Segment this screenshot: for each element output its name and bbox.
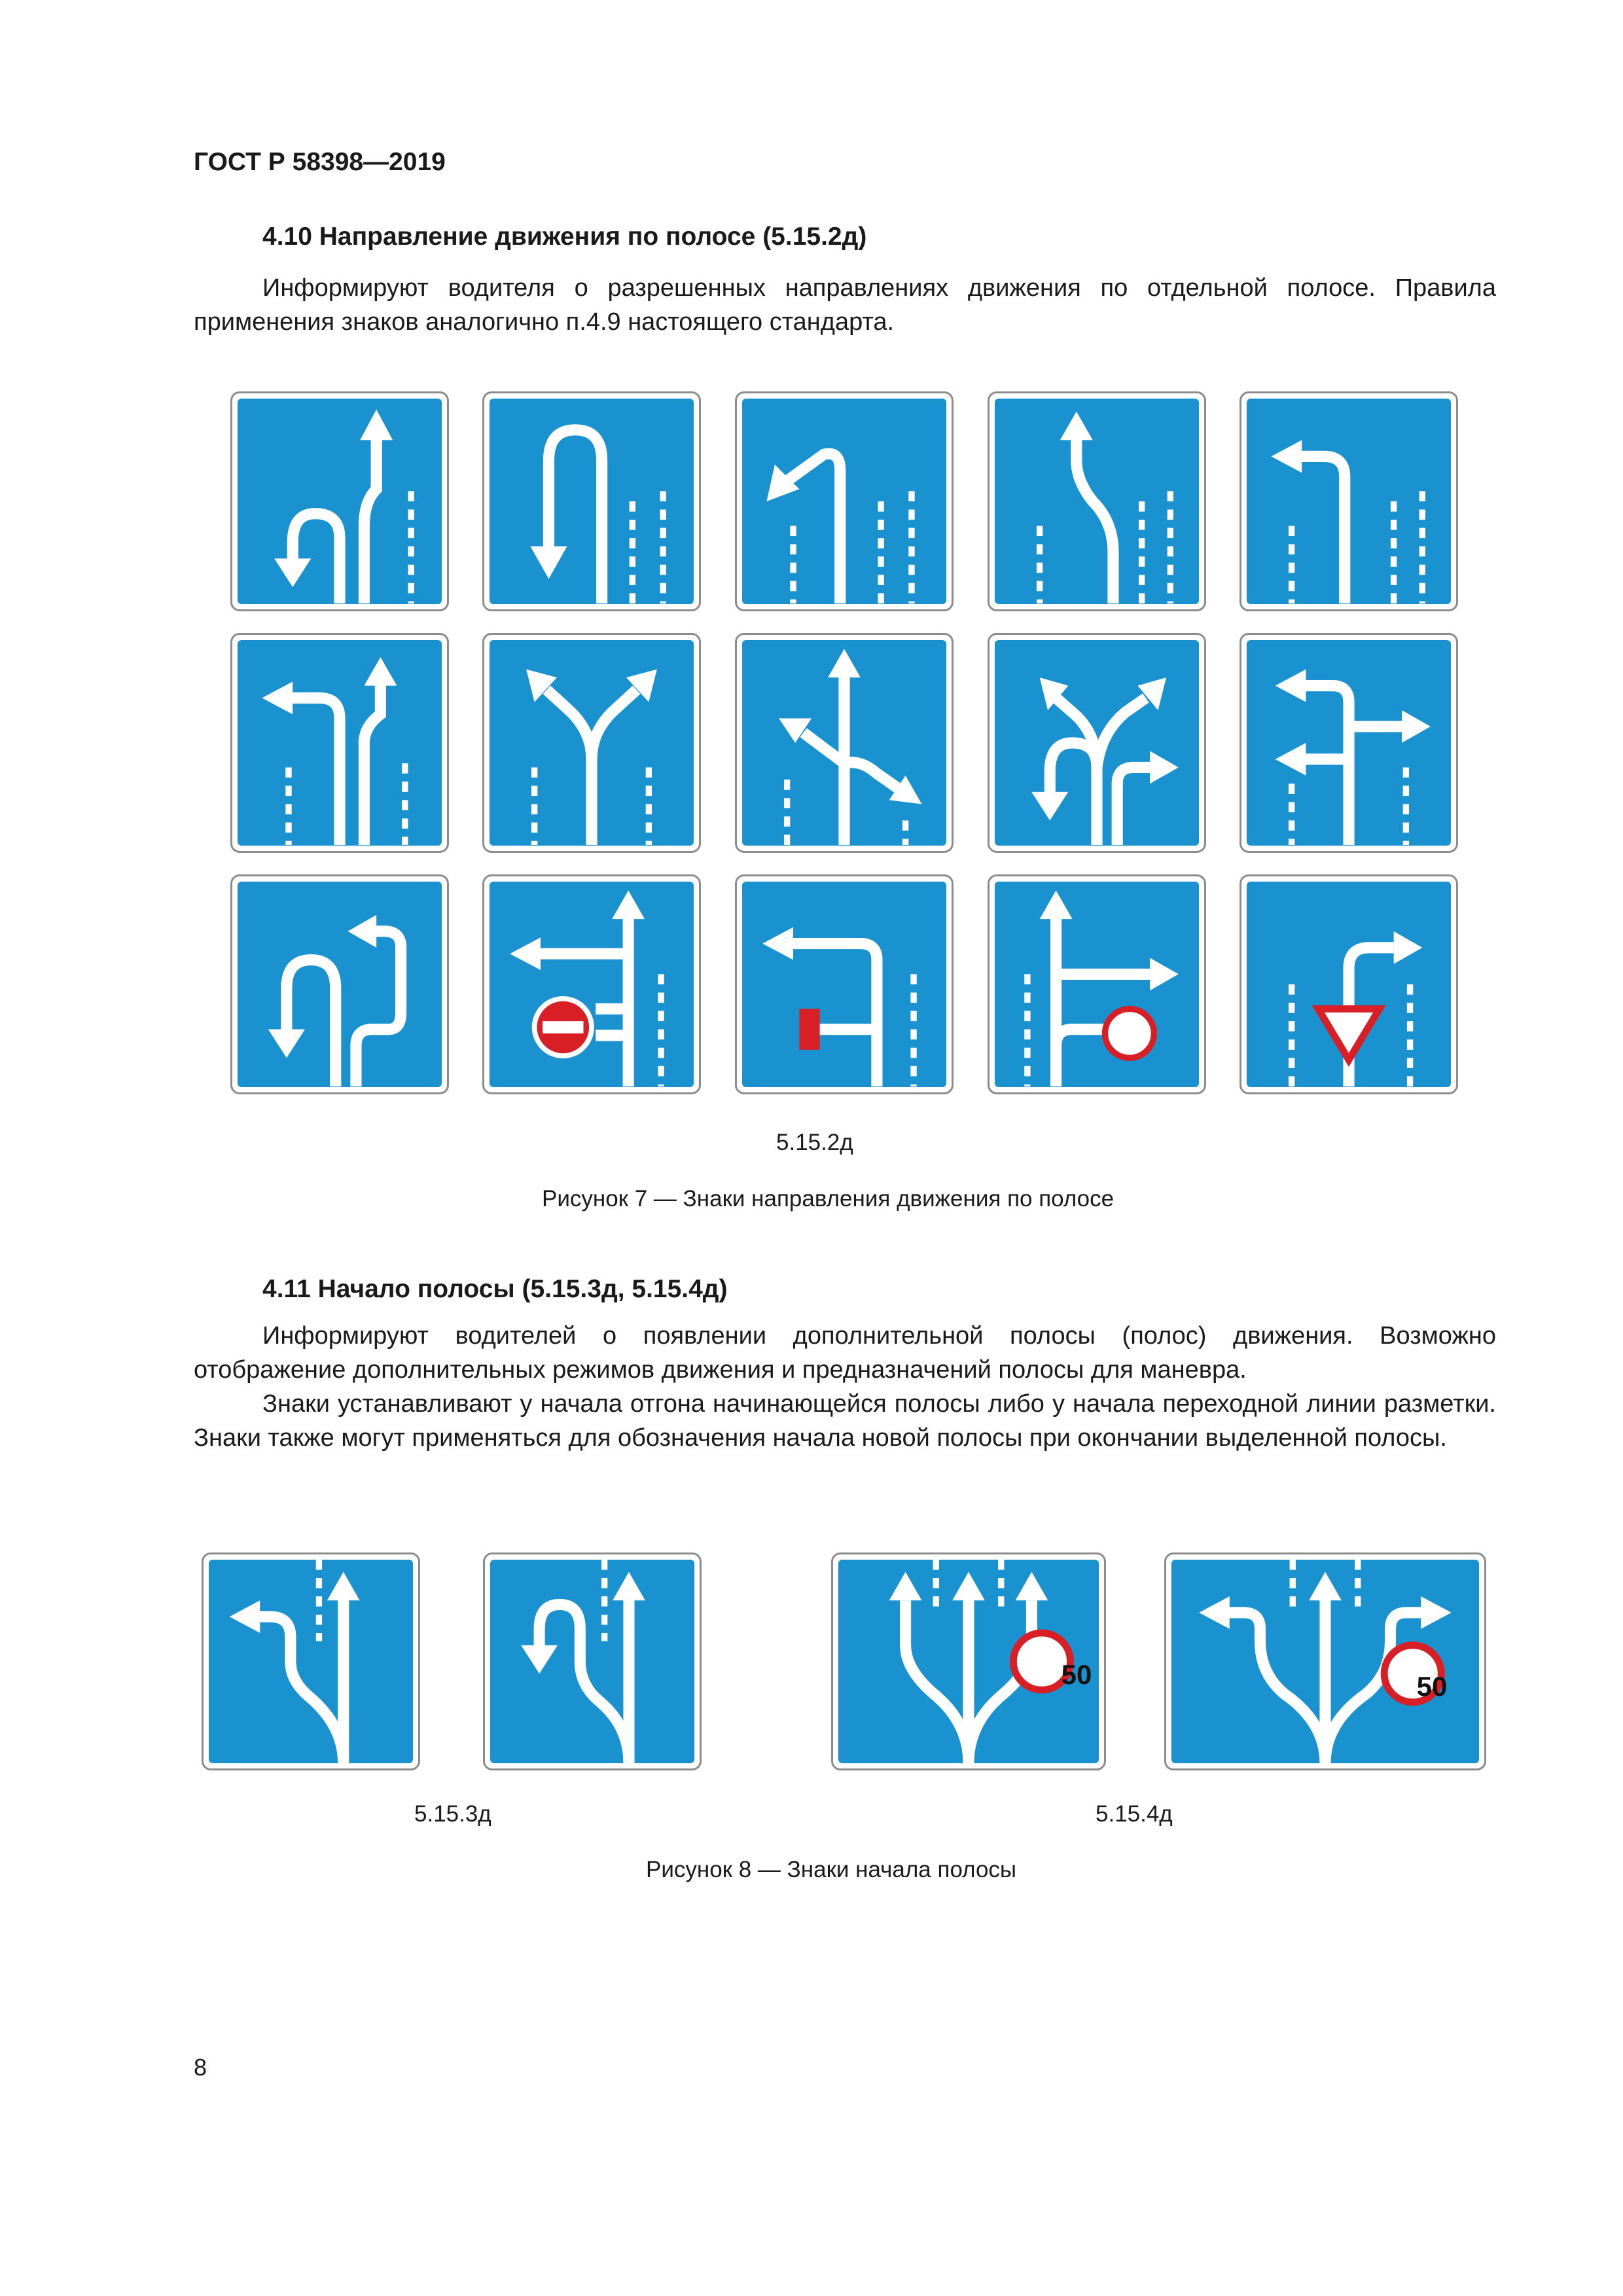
lane-sign-left-turn <box>1240 391 1458 611</box>
lane-sign-no-entry-branch <box>482 874 701 1094</box>
figure-8-caption: Рисунок 8 — Знаки начала полосы <box>646 1857 1017 1882</box>
figure-8-sign-code-a: 5.15.3д <box>414 1801 491 1827</box>
left-straight-arrow-icon <box>238 640 442 846</box>
lane-start-sign-speed-limit-right <box>831 1552 1106 1770</box>
uturn-multi-arrow-icon <box>995 640 1199 846</box>
lane-sign-left-turn-diagonal <box>735 391 954 611</box>
section-4-11-paragraph-2: Знаки устанавливают у начала отгона начинающейся полосы либо у начала переходной линии разметки. Знаки также могут применяться для обозначения начала новой полосы при окончании выделенной полосы. <box>194 1390 1496 1452</box>
lane-sign-uturn-straight <box>230 391 449 611</box>
lane-sign-left-right-double <box>1240 633 1458 853</box>
lane-start-sign-speed-limit-left-right <box>1164 1552 1486 1770</box>
lane-sign-shift-left <box>988 391 1206 611</box>
three-way-arrow-icon <box>742 640 946 846</box>
uturn-arrow-icon <box>490 399 694 604</box>
lane-sign-uturn-multi <box>988 633 1206 853</box>
figure-7-caption: Рисунок 7 — Знаки направления движения по полосе <box>542 1186 1115 1211</box>
section-heading-4-11: 4.11 Начало полосы (5.15.3д, 5.15.4д) <box>262 1275 728 1303</box>
section-heading-4-10: 4.10 Направление движения по полосе (5.15.2д) <box>262 223 867 251</box>
yield-right-icon <box>1247 882 1451 1087</box>
left-right-arrow-icon <box>1247 640 1451 846</box>
lane-sign-dead-end-left <box>735 874 954 1094</box>
lane-sign-prohibited-right <box>988 874 1206 1094</box>
figure-8-sign-code-b: 5.15.4д <box>1096 1801 1173 1827</box>
left-turn-arrow-icon <box>1247 399 1451 604</box>
standard-code: ГОСТ Р 58398—2019 <box>194 148 446 176</box>
lane-start-left-icon <box>209 1560 413 1763</box>
lane-sign-three-way-diagonal <box>735 633 954 853</box>
lane-start-speed-left-right-icon <box>1171 1560 1479 1763</box>
lane-sign-fork-left-right <box>482 633 701 853</box>
lane-sign-left-and-straight <box>230 633 449 853</box>
page-number: 8 <box>194 2054 207 2081</box>
speed-limit-value: 50 <box>1061 1659 1092 1690</box>
lane-sign-yield-right <box>1240 874 1458 1094</box>
left-diagonal-arrow-icon <box>742 399 946 604</box>
yield-icon <box>1318 1009 1380 1060</box>
lane-start-uturn-icon <box>490 1560 694 1763</box>
section-4-11-paragraph-1: Информируют водителей о появлении дополнительной полосы (полос) движения. Возможно отображение дополнительных режимов движения и предназначений полосы для маневра. <box>194 1322 1496 1384</box>
no-entry-branch-icon <box>490 882 694 1087</box>
lane-sign-uturn-and-detour <box>230 874 449 1094</box>
uturn-straight-arrow-icon <box>238 399 442 604</box>
no-traffic-icon <box>1105 1009 1154 1058</box>
figure-7-sign-code: 5.15.2д <box>776 1130 853 1155</box>
lane-start-sign-uturn-straight <box>483 1552 702 1770</box>
fork-arrow-icon <box>490 640 694 846</box>
dead-end-left-icon <box>742 882 946 1087</box>
section-4-10-paragraph: Информируют водителя о разрешенных направлениях движения по отдельной полосе. Правила применения знаков аналогично п.4.9 настоящего стандарта. <box>194 274 1496 336</box>
speed-limit-value: 50 <box>1416 1671 1448 1702</box>
lane-shift-arrow-icon <box>995 399 1199 604</box>
lane-sign-uturn <box>482 391 701 611</box>
lane-start-sign-left-straight <box>202 1552 420 1770</box>
uturn-detour-arrow-icon <box>238 882 442 1087</box>
prohibited-right-icon <box>995 882 1199 1087</box>
